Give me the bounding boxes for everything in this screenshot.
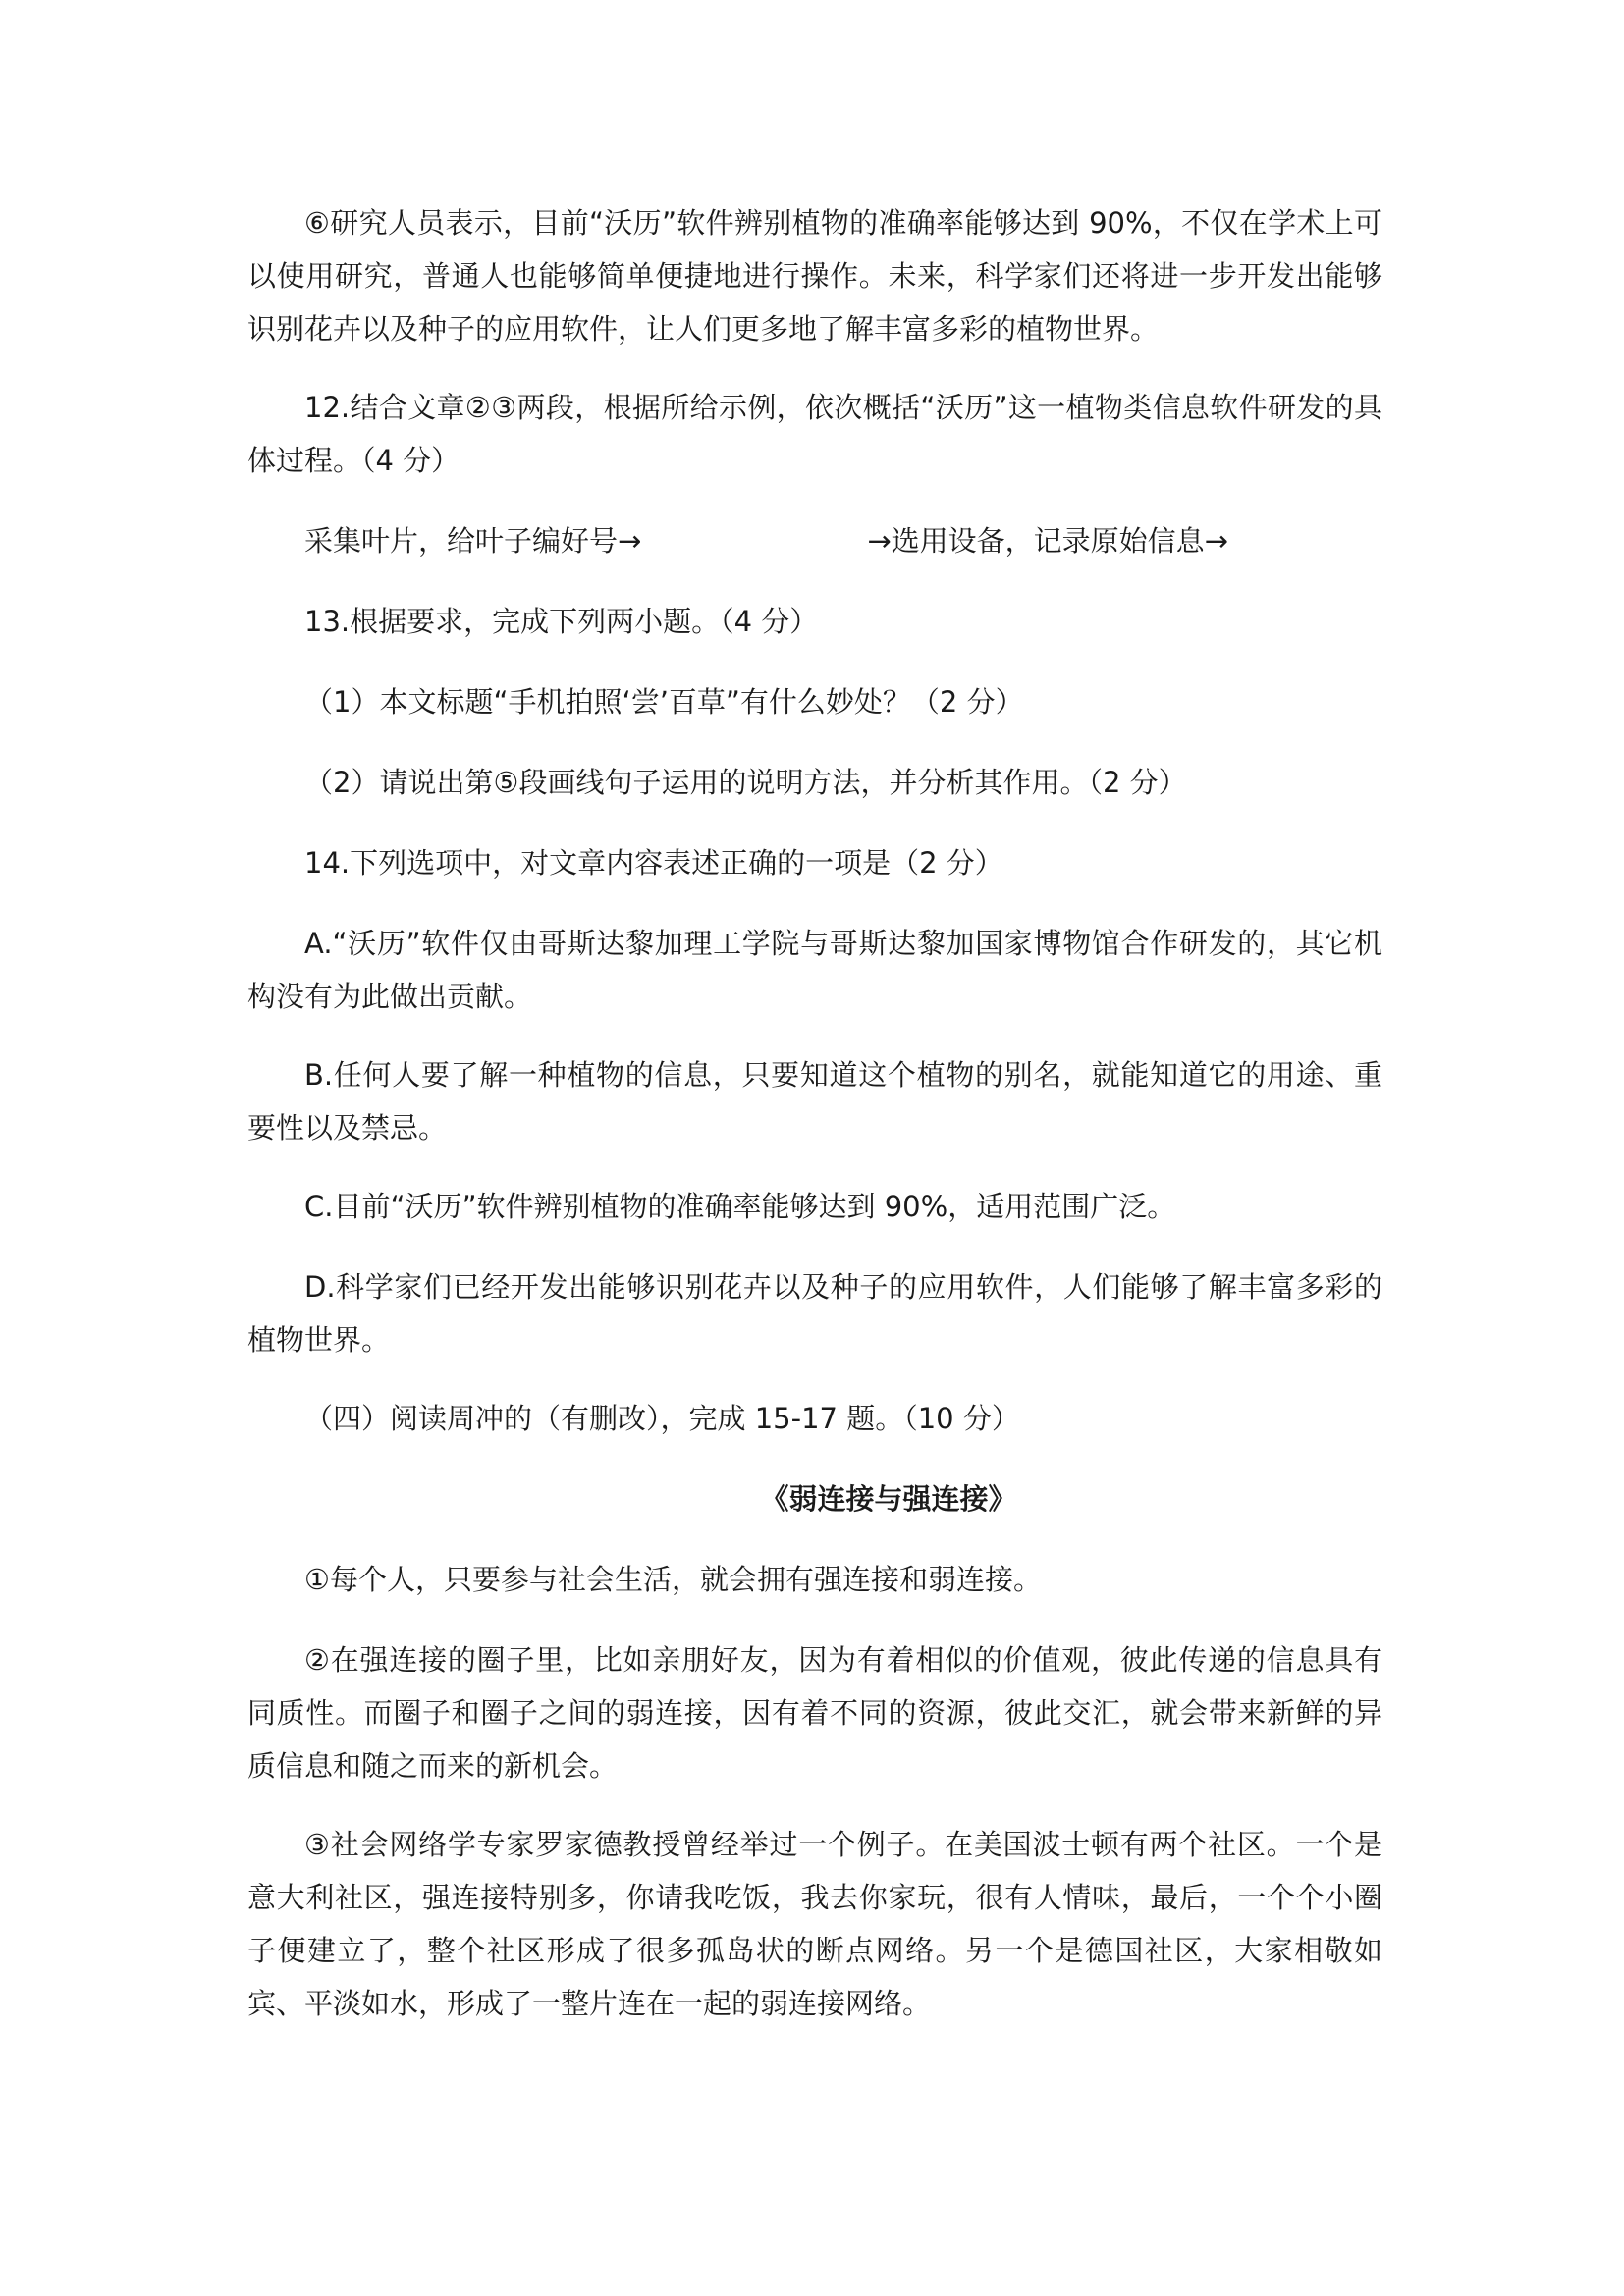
document-body <box>247 196 1382 2056</box>
question-12-answer-line <box>247 514 1382 567</box>
option-b: B.任何人要了解一种植物的信息，只要知道这个植物的别名，就能知道它的用途、重要性以及禁忌。 <box>247 1058 1382 1145</box>
reading-paragraph-1: ①每个人，只要参与社会生活，就会拥有强连接和弱连接。 <box>304 1563 1042 1596</box>
question-13: 13.根据要求，完成下列两小题。（4 分） <box>304 605 819 638</box>
question-13-part-2: （2）请说出第⑤段画线句子运用的说明方法，并分析其作用。（2 分） <box>304 766 1187 799</box>
reading-paragraph-2: ②在强连接的圈子里，比如亲朋好友，因为有着相似的价值观，彼此传递的信息具有同质性。而圈子和圈子之间的弱连接，因有着不同的资源，彼此交汇，就会带来新鲜的异质信息和随之而来的新机会。 <box>247 1643 1382 1783</box>
option-a: A.“沃历”软件仅由哥斯达黎加理工学院与哥斯达黎加国家博物馆合作研发的，其它机构没有为此做出贡献。 <box>247 927 1382 1013</box>
option-c: C.目前“沃历”软件辨别植物的准确率能够达到 90%，适用范围广泛。 <box>304 1190 1176 1223</box>
question-13-part-1: （1）本文标题“手机拍照‘尝’百草”有什么妙处？（2 分） <box>304 685 1024 719</box>
section-4-heading: （四）阅读周冲的（有删改），完成 15-17 题。（10 分） <box>304 1402 1020 1435</box>
question-14: 14.下列选项中，对文章内容表述正确的一项是（2 分） <box>304 846 1003 880</box>
answer-step-3: →选用设备，记录原始信息→ <box>867 524 1228 558</box>
question-12: 12.结合文章②③两段，根据所给示例，依次概括“沃历”这一植物类信息软件研发的具体过程。（4 分） <box>247 391 1382 477</box>
paragraph-6: ⑥研究人员表示，目前“沃历”软件辨别植物的准确率能够达到 90%，不仅在学术上可以使用研究，普通人也能够简单便捷地进行操作。未来，科学家们还将进一步开发出能够识别花卉以及种子的应用软件，让人们更多地了解丰富多彩的植物世界。 <box>247 206 1382 346</box>
reading-paragraph-3: ③社会网络学专家罗家德教授曾经举过一个例子。在美国波士顿有两个社区。一个是意大利社区，强连接特别多，你请我吃饭，我去你家玩，很有人情味，最后，一个个小圈子便建立了，整个社区形成了很多孤岛状的断点网络。另一个是德国社区，大家相敬如宾、平淡如水，形成了一整片连在一起的弱连接网络。 <box>247 1828 1382 2020</box>
article-title: 《弱连接与强连接》 <box>760 1482 1017 1516</box>
answer-step-1: 采集叶片，给叶子编好号→ <box>304 524 642 558</box>
option-d: D.科学家们已经开发出能够识别花卉以及种子的应用软件，人们能够了解丰富多彩的植物世界。 <box>247 1270 1382 1357</box>
